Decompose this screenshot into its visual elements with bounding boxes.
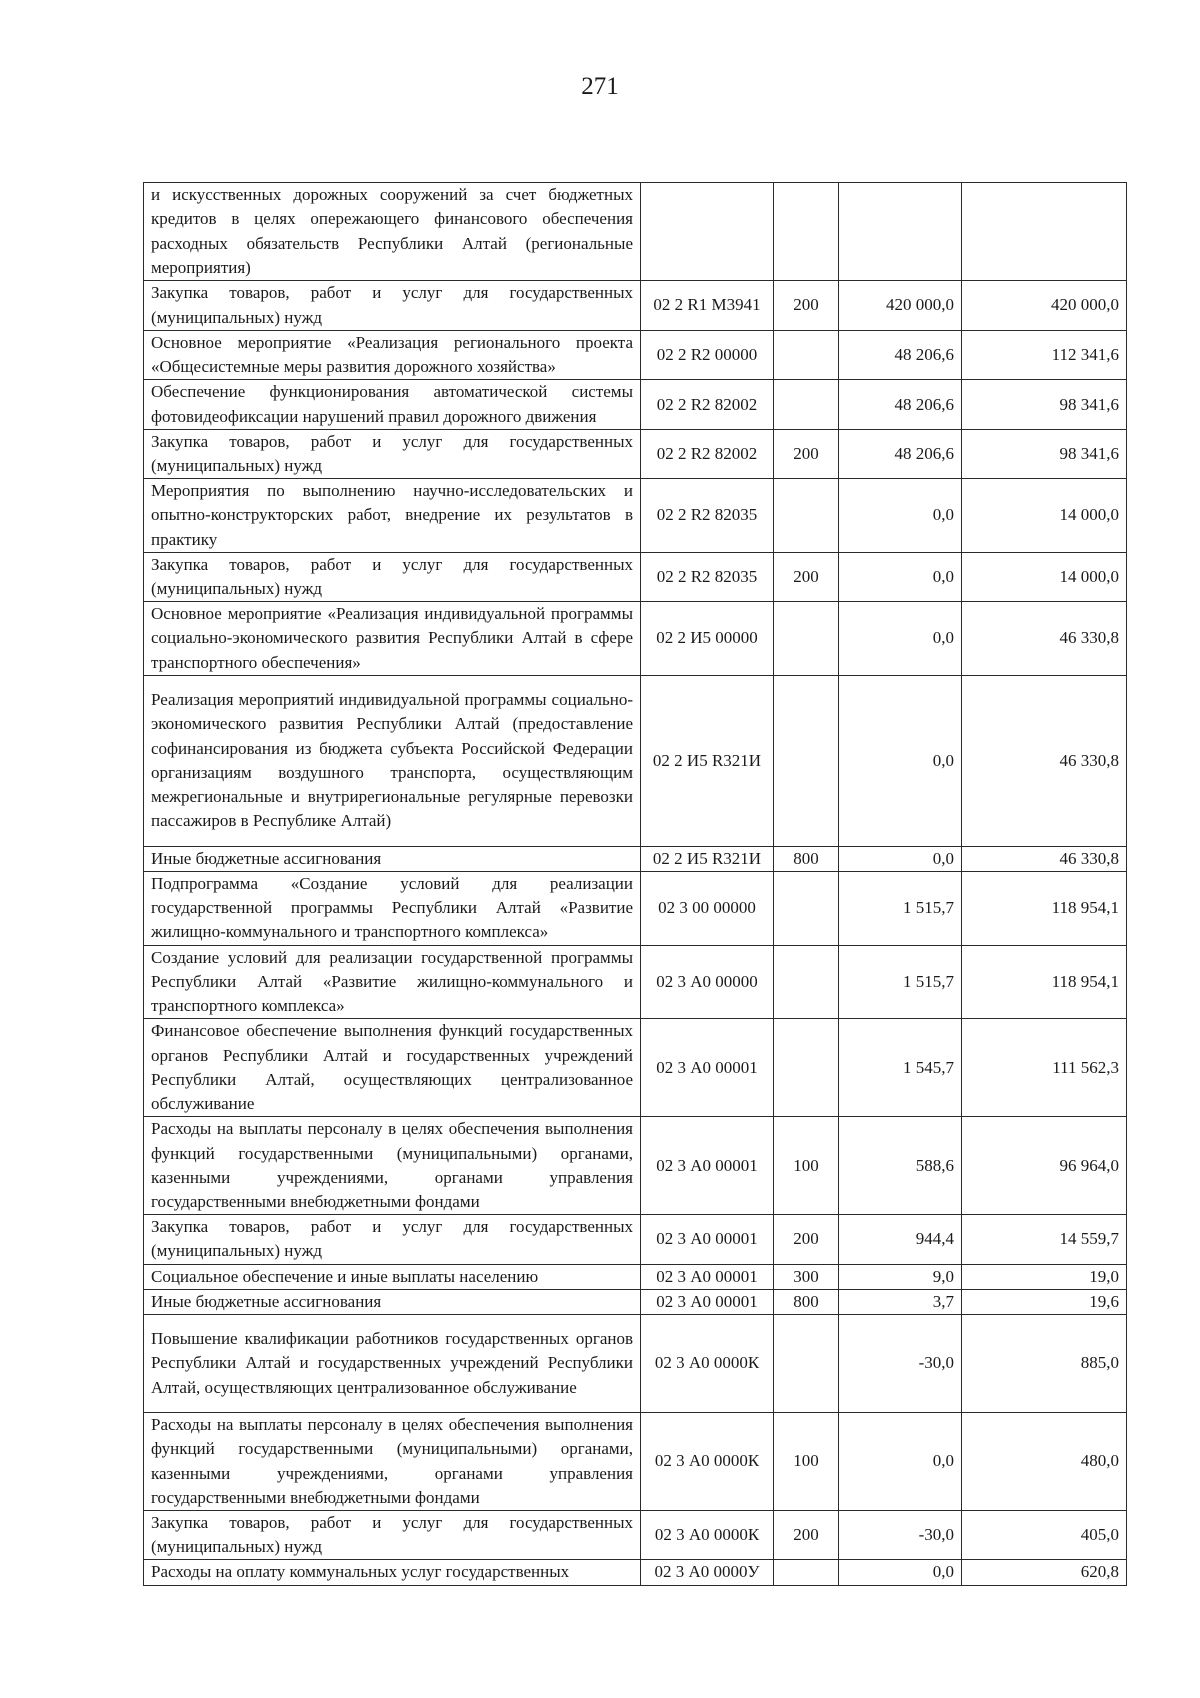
row-code: [641, 183, 774, 281]
row-expense-type: 800: [774, 1289, 839, 1314]
row-value-1: -30,0: [839, 1511, 962, 1560]
row-value-2: 19,6: [962, 1289, 1127, 1314]
row-name: Закупка товаров, работ и услуг для государственных (муниципальных) нужд: [144, 1215, 641, 1264]
row-name: Закупка товаров, работ и услуг для государственных (муниципальных) нужд: [144, 1511, 641, 1560]
row-name: Реализация мероприятий индивидуальной программы социально-экономического развития Республики Алтай (предоставление софинансирования из бюджета субъекта Российской Федерации организациям воздушного транспорта, осуществляющим межрегиональные и внутрирегиональные регулярные перевозки пассажиров в Республике Алтай): [144, 675, 641, 846]
row-expense-type: 200: [774, 1511, 839, 1560]
table-row: [144, 429, 1127, 478]
table-row: [144, 846, 1127, 871]
row-value-1: 0,0: [839, 846, 962, 871]
row-code: 02 2 R2 00000: [641, 331, 774, 380]
row-code: 02 2 R2 82002: [641, 429, 774, 478]
row-value-2: 46 330,8: [962, 602, 1127, 676]
row-value-2: [962, 183, 1127, 281]
row-code: 02 2 R2 82035: [641, 552, 774, 601]
table-row: [144, 1264, 1127, 1289]
row-name: Закупка товаров, работ и услуг для государственных (муниципальных) нужд: [144, 281, 641, 331]
row-name: Финансовое обеспечение выполнения функций государственных органов Республики Алтай и государственных учреждений Республики Алтай, осуществляющих централизованное обслуживание: [144, 1019, 641, 1117]
row-value-1: -30,0: [839, 1315, 962, 1413]
table-row: [144, 1215, 1127, 1264]
row-name: и искусственных дорожных сооружений за счет бюджетных кредитов в целях опережающего финансового обеспечения расходных обязательств Республики Алтай (региональные мероприятия): [144, 183, 641, 281]
row-code: 02 2 R2 82002: [641, 380, 774, 429]
row-value-1: 0,0: [839, 552, 962, 601]
row-code: 02 3 А0 00001: [641, 1264, 774, 1289]
table-row: [144, 1315, 1127, 1413]
row-code: 02 3 А0 0000К: [641, 1511, 774, 1560]
row-name: Расходы на оплату коммунальных услуг государственных: [144, 1560, 641, 1585]
row-value-2: 480,0: [962, 1413, 1127, 1511]
row-value-2: 14 559,7: [962, 1215, 1127, 1264]
row-value-2: 19,0: [962, 1264, 1127, 1289]
row-name: Создание условий для реализации государственной программы Республики Алтай «Развитие жилищно-коммунального и транспортного комплекса»: [144, 945, 641, 1019]
row-name: Мероприятия по выполнению научно-исследовательских и опытно-конструкторских работ, внедрение их результатов в практику: [144, 479, 641, 553]
row-value-1: 48 206,6: [839, 429, 962, 478]
row-value-1: 1 515,7: [839, 872, 962, 946]
row-name: Повышение квалификации работников государственных органов Республики Алтай и государственных учреждений Республики Алтай, осуществляющих централизованное обслуживание: [144, 1315, 641, 1413]
row-value-2: 405,0: [962, 1511, 1127, 1560]
row-expense-type: 200: [774, 1215, 839, 1264]
row-name: Основное мероприятие «Реализация индивидуальной программы социально-экономического развития Республики Алтай в сфере транспортного обеспечения»: [144, 602, 641, 676]
table-row: [144, 552, 1127, 601]
row-expense-type: [774, 1315, 839, 1413]
row-expense-type: 300: [774, 1264, 839, 1289]
row-name: Закупка товаров, работ и услуг для государственных (муниципальных) нужд: [144, 552, 641, 601]
row-name: Расходы на выплаты персоналу в целях обеспечения выполнения функций государственными (муниципальными) органами, казенными учреждениями, органами управления государственными внебюджетными фондами: [144, 1413, 641, 1511]
row-expense-type: 100: [774, 1413, 839, 1511]
table-row: [144, 1511, 1127, 1560]
row-value-2: 118 954,1: [962, 945, 1127, 1019]
row-expense-type: 200: [774, 281, 839, 331]
table-row: [144, 945, 1127, 1019]
row-value-1: 1 545,7: [839, 1019, 962, 1117]
row-value-1: 1 515,7: [839, 945, 962, 1019]
row-name: Социальное обеспечение и иные выплаты населению: [144, 1264, 641, 1289]
row-name: Подпрограмма «Создание условий для реализации государственной программы Республики Алтай «Развитие жилищно-коммунального и транспортного комплекса»: [144, 872, 641, 946]
row-value-2: 46 330,8: [962, 675, 1127, 846]
row-expense-type: [774, 183, 839, 281]
row-code: 02 3 А0 00001: [641, 1117, 774, 1215]
row-value-2: 98 341,6: [962, 429, 1127, 478]
row-code: 02 3 А0 0000К: [641, 1315, 774, 1413]
row-name: Иные бюджетные ассигнования: [144, 1289, 641, 1314]
row-expense-type: 200: [774, 429, 839, 478]
table-row: [144, 331, 1127, 380]
table-row: [144, 380, 1127, 429]
row-code: 02 3 А0 0000У: [641, 1560, 774, 1585]
row-value-1: 48 206,6: [839, 380, 962, 429]
row-expense-type: [774, 331, 839, 380]
row-value-1: 0,0: [839, 479, 962, 553]
row-expense-type: 100: [774, 1117, 839, 1215]
row-code: 02 3 А0 00001: [641, 1215, 774, 1264]
table-row: [144, 183, 1127, 281]
table-row: [144, 1413, 1127, 1511]
row-value-1: 0,0: [839, 1413, 962, 1511]
row-expense-type: [774, 602, 839, 676]
row-value-2: 98 341,6: [962, 380, 1127, 429]
row-code: 02 3 А0 00000: [641, 945, 774, 1019]
row-code: 02 2 R2 82035: [641, 479, 774, 553]
row-name: Обеспечение функционирования автоматической системы фотовидеофиксации нарушений правил дорожного движения: [144, 380, 641, 429]
row-value-2: 112 341,6: [962, 331, 1127, 380]
row-expense-type: [774, 1019, 839, 1117]
row-value-2: 420 000,0: [962, 281, 1127, 331]
row-expense-type: 200: [774, 552, 839, 601]
row-code: 02 3 А0 0000К: [641, 1413, 774, 1511]
row-code: 02 3 00 00000: [641, 872, 774, 946]
row-expense-type: [774, 380, 839, 429]
table-row: [144, 1019, 1127, 1117]
row-value-2: 14 000,0: [962, 479, 1127, 553]
row-code: 02 2 И5 R321И: [641, 675, 774, 846]
row-code: 02 2 R1 М3941: [641, 281, 774, 331]
row-value-2: 620,8: [962, 1560, 1127, 1585]
table-row: [144, 281, 1127, 331]
row-value-1: 9,0: [839, 1264, 962, 1289]
row-value-1: 48 206,6: [839, 331, 962, 380]
row-value-1: 0,0: [839, 675, 962, 846]
row-code: 02 2 И5 R321И: [641, 846, 774, 871]
page-number: 271: [581, 73, 619, 100]
table-row: [144, 872, 1127, 946]
row-expense-type: 800: [774, 846, 839, 871]
row-value-2: 14 000,0: [962, 552, 1127, 601]
row-code: 02 3 А0 00001: [641, 1019, 774, 1117]
row-name: Иные бюджетные ассигнования: [144, 846, 641, 871]
row-expense-type: [774, 1560, 839, 1585]
row-value-2: 111 562,3: [962, 1019, 1127, 1117]
row-expense-type: [774, 479, 839, 553]
table-row: [144, 479, 1127, 553]
row-expense-type: [774, 872, 839, 946]
budget-table: [143, 182, 1127, 1586]
row-value-1: 420 000,0: [839, 281, 962, 331]
row-name: Закупка товаров, работ и услуг для государственных (муниципальных) нужд: [144, 429, 641, 478]
row-expense-type: [774, 675, 839, 846]
row-value-1: [839, 183, 962, 281]
table-row: [144, 1560, 1127, 1585]
row-value-1: 3,7: [839, 1289, 962, 1314]
row-name: Расходы на выплаты персоналу в целях обеспечения выполнения функций государственными (муниципальными) органами, казенными учреждениями, органами управления государственными внебюджетными фондами: [144, 1117, 641, 1215]
row-name: Основное мероприятие «Реализация регионального проекта «Общесистемные меры развития дорожного хозяйства»: [144, 331, 641, 380]
row-value-1: 944,4: [839, 1215, 962, 1264]
table-row: [144, 1289, 1127, 1314]
row-value-1: 0,0: [839, 602, 962, 676]
row-value-2: 118 954,1: [962, 872, 1127, 946]
row-code: 02 2 И5 00000: [641, 602, 774, 676]
budget-table-body: [144, 183, 1127, 1586]
table-row: [144, 1117, 1127, 1215]
table-row: [144, 602, 1127, 676]
row-expense-type: [774, 945, 839, 1019]
row-value-2: 885,0: [962, 1315, 1127, 1413]
row-value-1: 588,6: [839, 1117, 962, 1215]
row-code: 02 3 А0 00001: [641, 1289, 774, 1314]
row-value-2: 46 330,8: [962, 846, 1127, 871]
row-value-2: 96 964,0: [962, 1117, 1127, 1215]
table-row: [144, 675, 1127, 846]
row-value-1: 0,0: [839, 1560, 962, 1585]
